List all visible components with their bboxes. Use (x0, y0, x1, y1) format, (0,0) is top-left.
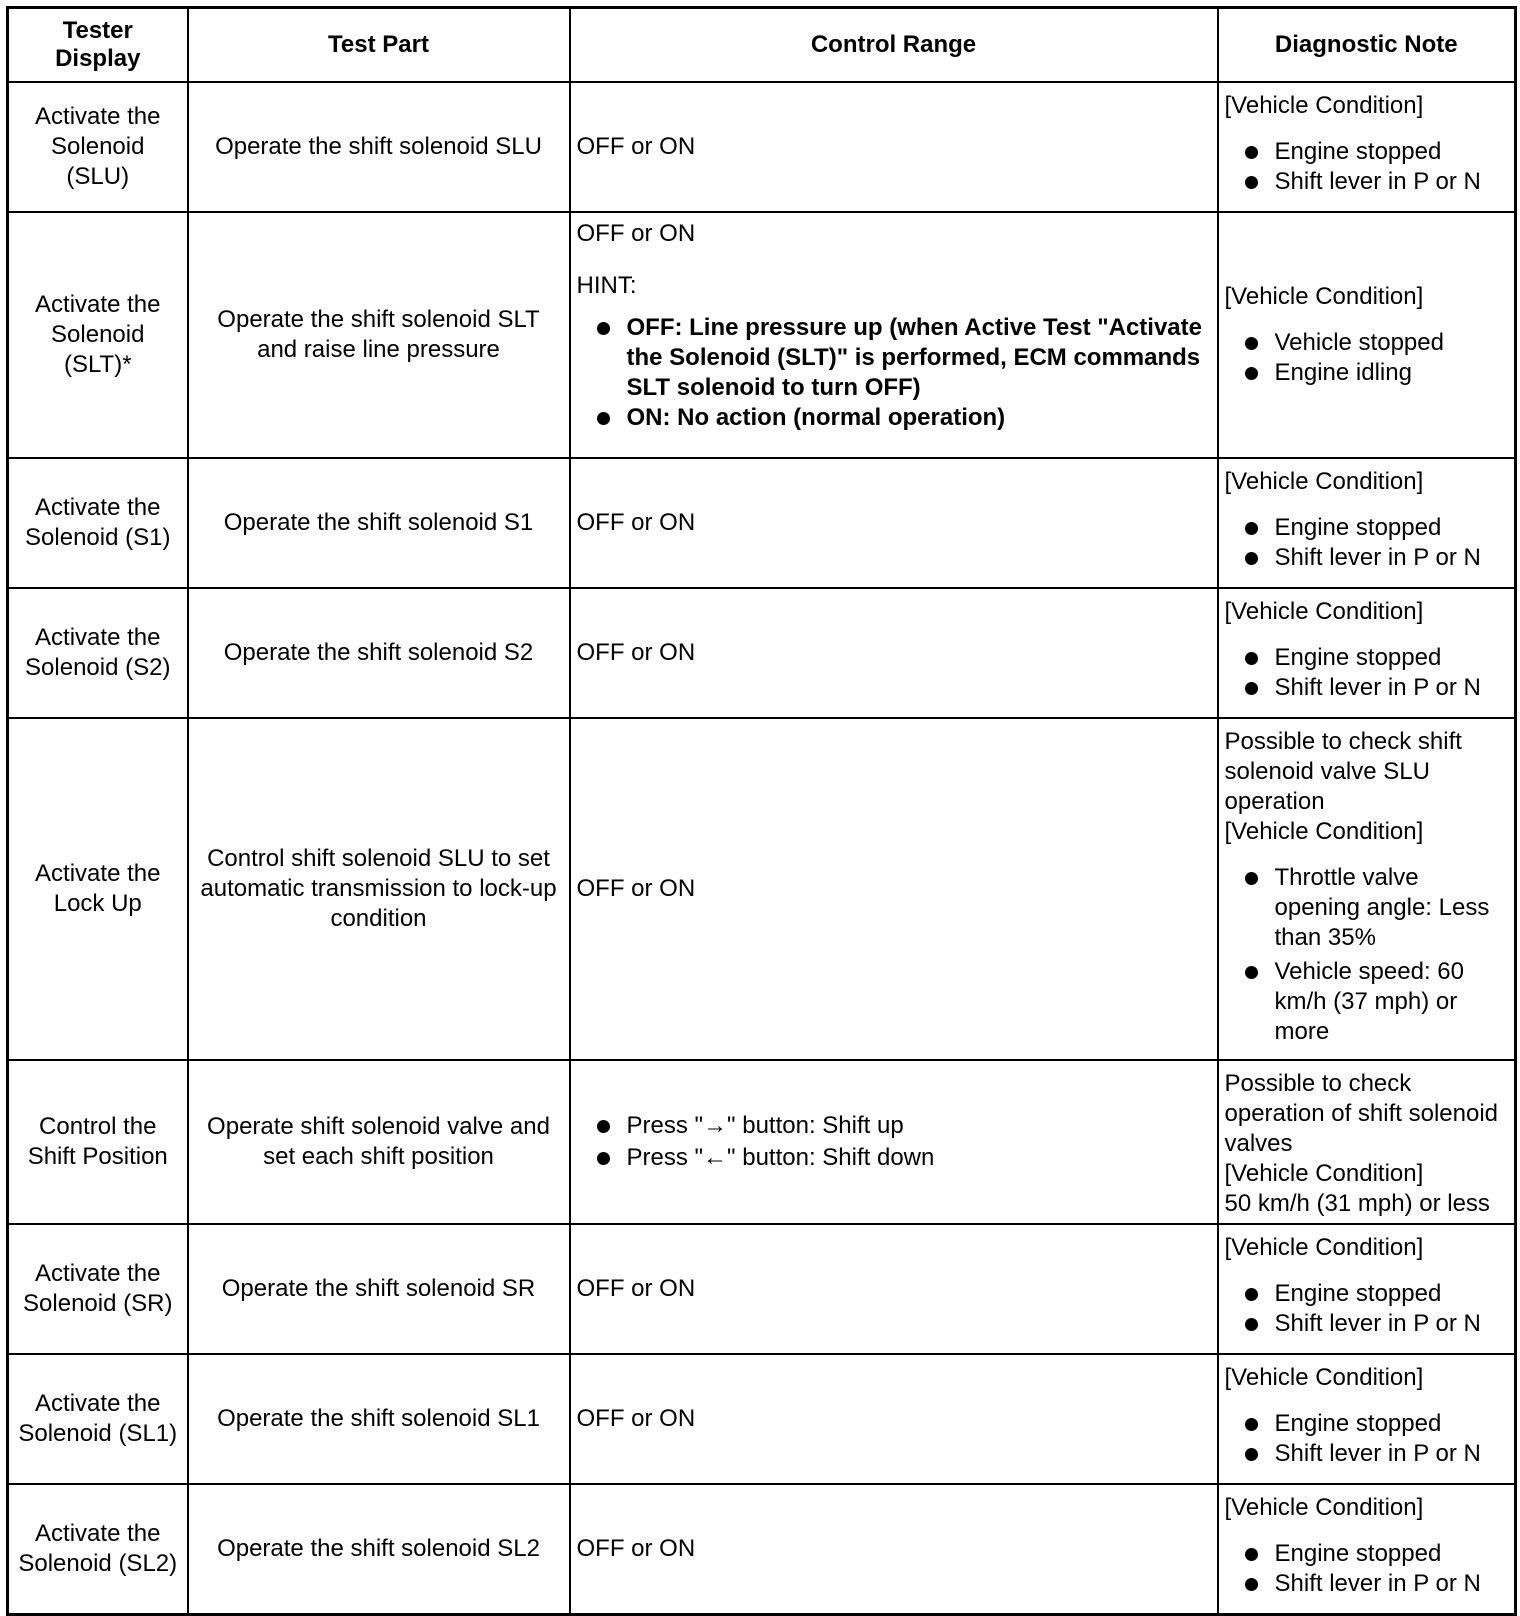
tester-display-cell: Activate the Solenoid (SR) (8, 1224, 188, 1354)
vehicle-condition-label: [Vehicle Condition] (1224, 1234, 1424, 1261)
table-row (8, 1224, 1516, 1354)
vehicle-condition-label: [Vehicle Condition] (1224, 468, 1424, 495)
table-row (8, 718, 1516, 1060)
diagnostic-note-cell (1218, 1224, 1516, 1354)
note-intro: Possible to check shift solenoid valve SLU operation (1224, 728, 1462, 815)
table-row (8, 458, 1516, 588)
condition-item: Shift lever in P or N (1225, 543, 1509, 573)
header-row (8, 8, 1516, 83)
condition-item: Throttle valve opening angle: Less than 35% (1225, 863, 1509, 953)
condition-list (1225, 137, 1509, 197)
table-row (8, 1354, 1516, 1484)
condition-list (1225, 863, 1509, 1047)
control-range-cell (570, 212, 1218, 458)
vehicle-condition-label: [Vehicle Condition] (1224, 92, 1424, 119)
diagnostic-note-cell (1218, 718, 1516, 1060)
hint-item: OFF: Line pressure up (when Active Test "Activate the Solenoid (SLT)" is performed, ECM commands SLT solenoid to turn OFF) (577, 313, 1211, 403)
tester-display-cell: Activate the Solenoid (S1) (8, 458, 188, 588)
active-test-table (6, 6, 1517, 1616)
hint-label: HINT: (576, 272, 637, 299)
condition-item: Engine idling (1225, 358, 1509, 388)
condition-list (1225, 1539, 1509, 1599)
condition-list (1225, 513, 1509, 573)
tester-display-cell: Control the Shift Position (8, 1060, 188, 1224)
vehicle-condition-label: [Vehicle Condition] (1224, 598, 1424, 625)
diagnostic-note-cell (1218, 588, 1516, 718)
vehicle-condition-label: [Vehicle Condition] (1224, 1160, 1424, 1187)
control-range-cell: OFF or ON (570, 588, 1218, 718)
condition-item: Engine stopped (1225, 1539, 1509, 1569)
condition-item: Shift lever in P or N (1225, 1439, 1509, 1469)
condition-item: Engine stopped (1225, 137, 1509, 167)
diagnostic-note-cell (1218, 458, 1516, 588)
control-range-cell (570, 1060, 1218, 1224)
control-range-cell: OFF or ON (570, 458, 1218, 588)
control-range-cell: OFF or ON (570, 1484, 1218, 1614)
condition-item: Shift lever in P or N (1225, 1569, 1509, 1599)
control-range-cell: OFF or ON (570, 718, 1218, 1060)
range-value: OFF or ON (576, 220, 696, 247)
test-part-cell: Operate the shift solenoid SR (188, 1224, 570, 1354)
diagnostic-note-cell (1218, 1354, 1516, 1484)
condition-list (1225, 1279, 1509, 1339)
shift-button-list (577, 1111, 1211, 1173)
diagnostic-note-cell (1218, 82, 1516, 212)
test-part-cell: Operate the shift solenoid S1 (188, 458, 570, 588)
test-part-cell: Operate the shift solenoid SL2 (188, 1484, 570, 1614)
control-range-cell: OFF or ON (570, 82, 1218, 212)
tester-display-cell: Activate the Solenoid (S2) (8, 588, 188, 718)
vehicle-condition-label: [Vehicle Condition] (1224, 283, 1424, 310)
test-part-cell: Operate the shift solenoid SLU (188, 82, 570, 212)
condition-item: Shift lever in P or N (1225, 167, 1509, 197)
control-range-cell: OFF or ON (570, 1224, 1218, 1354)
condition-item: Engine stopped (1225, 513, 1509, 543)
tester-display-cell: Activate the Solenoid (SLU) (8, 82, 188, 212)
hint-item: ON: No action (normal operation) (577, 403, 1211, 433)
speed-condition: 50 km/h (31 mph) or less (1224, 1190, 1490, 1217)
shift-up-item: Press "→" button: Shift up (577, 1111, 1211, 1141)
vehicle-condition-label: [Vehicle Condition] (1224, 818, 1424, 845)
control-range-cell: OFF or ON (570, 1354, 1218, 1484)
condition-item: Engine stopped (1225, 1409, 1509, 1439)
test-part-cell: Operate the shift solenoid SL1 (188, 1354, 570, 1484)
header-control-range: Control Range (570, 8, 1218, 83)
diagnostic-note-cell (1218, 1060, 1516, 1224)
condition-item: Shift lever in P or N (1225, 673, 1509, 703)
shift-down-item: Press "←" button: Shift down (577, 1143, 1211, 1173)
hint-list (577, 313, 1211, 433)
condition-item: Vehicle speed: 60 km/h (37 mph) or more (1225, 957, 1509, 1047)
condition-list (1225, 643, 1509, 703)
header-tester-display: Tester Display (8, 8, 188, 83)
tester-display-cell: Activate the Solenoid (SL1) (8, 1354, 188, 1484)
table-row (8, 212, 1516, 458)
header-diagnostic-note: Diagnostic Note (1218, 8, 1516, 83)
test-part-cell: Control shift solenoid SLU to set automatic transmission to lock-up condition (188, 718, 570, 1060)
diagnostic-note-cell (1218, 1484, 1516, 1614)
diagnostic-note-cell (1218, 212, 1516, 458)
vehicle-condition-label: [Vehicle Condition] (1224, 1364, 1424, 1391)
header-test-part: Test Part (188, 8, 570, 83)
tester-display-cell: Activate the Solenoid (SL2) (8, 1484, 188, 1614)
table-row (8, 82, 1516, 212)
table-row (8, 1484, 1516, 1614)
test-part-cell: Operate shift solenoid valve and set each shift position (188, 1060, 570, 1224)
vehicle-condition-label: [Vehicle Condition] (1224, 1494, 1424, 1521)
condition-item: Vehicle stopped (1225, 328, 1509, 358)
test-part-cell: Operate the shift solenoid S2 (188, 588, 570, 718)
table-row (8, 1060, 1516, 1224)
condition-item: Engine stopped (1225, 643, 1509, 673)
tester-display-cell: Activate the Solenoid (SLT)* (8, 212, 188, 458)
table-row (8, 588, 1516, 718)
note-intro: Possible to check operation of shift solenoid valves (1224, 1070, 1499, 1157)
condition-list (1225, 1409, 1509, 1469)
test-part-cell: Operate the shift solenoid SLT and raise line pressure (188, 212, 570, 458)
condition-list (1225, 328, 1509, 388)
condition-item: Engine stopped (1225, 1279, 1509, 1309)
tester-display-cell: Activate the Lock Up (8, 718, 188, 1060)
condition-item: Shift lever in P or N (1225, 1309, 1509, 1339)
